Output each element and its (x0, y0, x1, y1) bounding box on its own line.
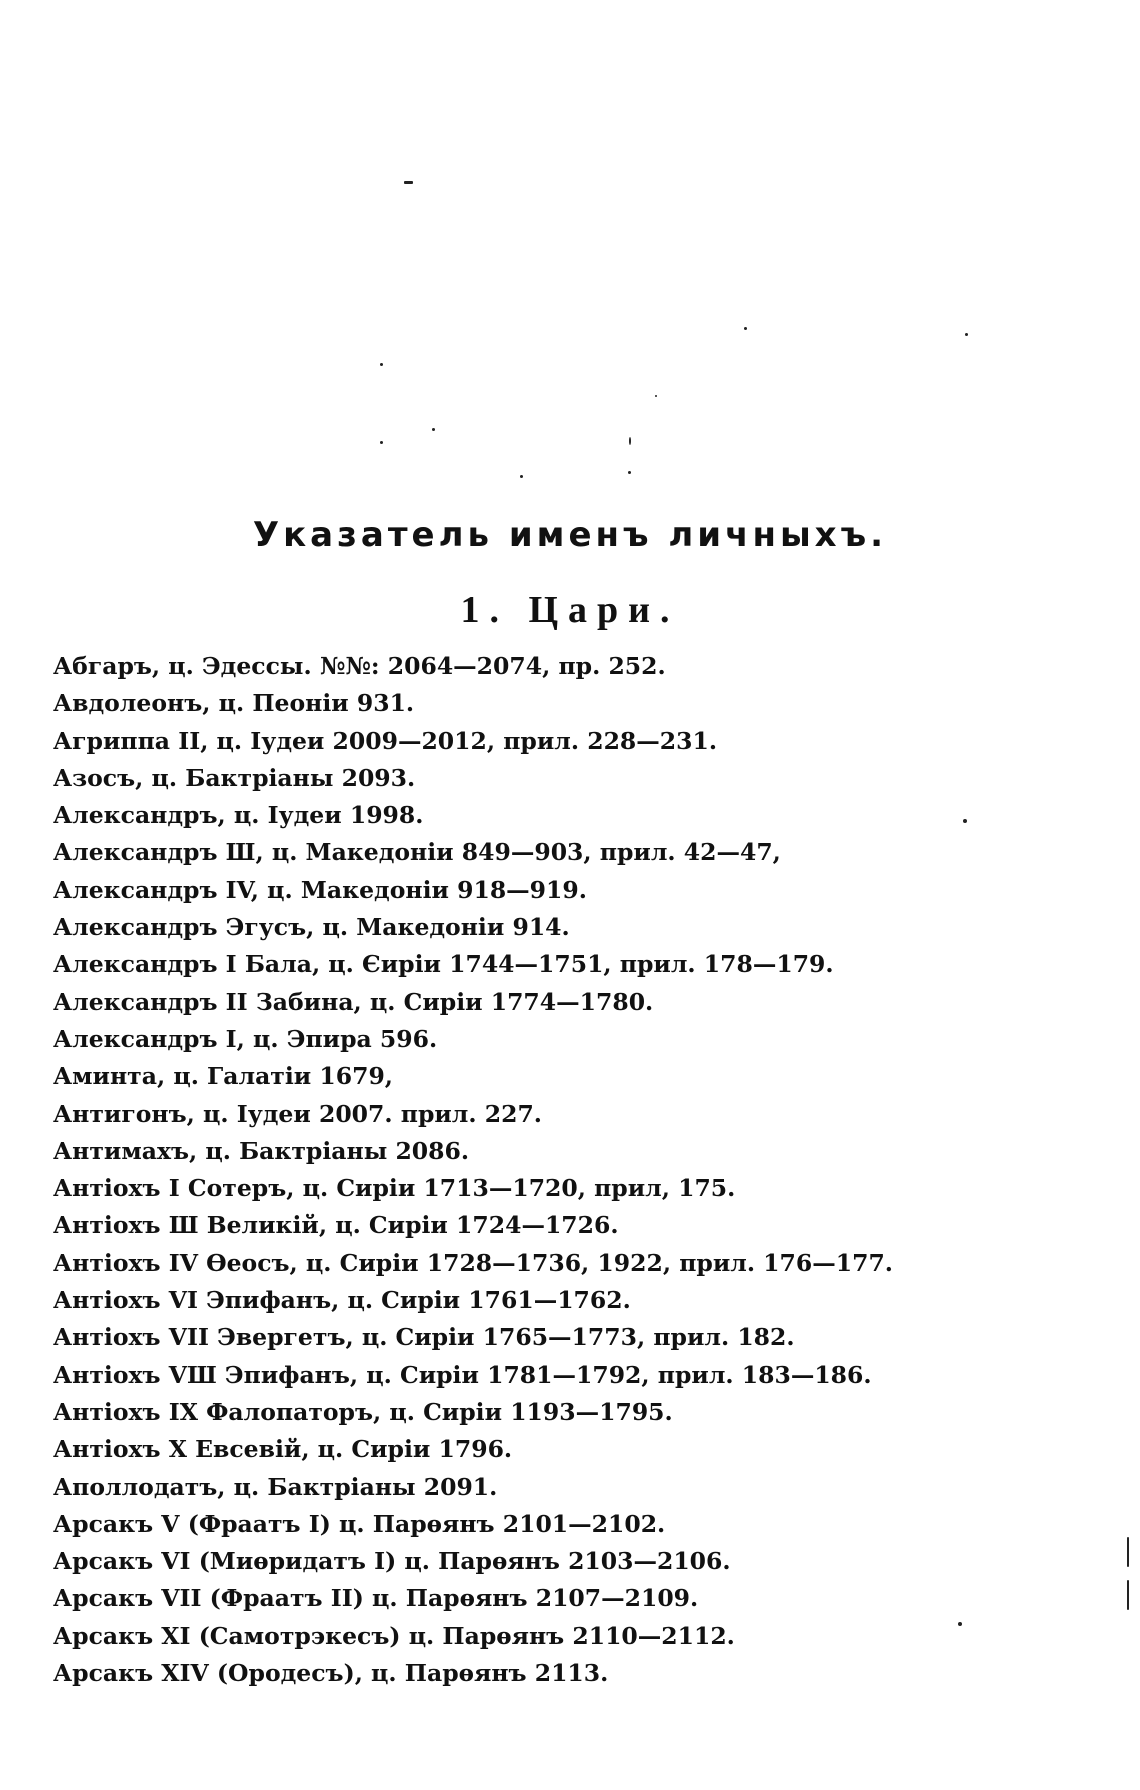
scan-speck (404, 181, 413, 184)
scan-speck (629, 437, 631, 445)
index-entry: Александръ Ш, ц. Македоніи 849—903, прил. 42—47, (53, 838, 781, 867)
scan-speck (965, 333, 968, 336)
index-entry: Авдолеонъ, ц. Пеоніи 931. (53, 689, 415, 718)
index-entry: Антіохъ IV Ѳеосъ, ц. Сиріи 1728—1736, 1922, прил. 176—177. (53, 1248, 893, 1277)
scan-speck (628, 471, 631, 474)
index-entry: Антигонъ, ц. Іудеи 2007. прил. 227. (53, 1099, 542, 1128)
index-entry: Антіохъ X Евсевій, ц. Сиріи 1796. (53, 1435, 513, 1464)
scan-speck (744, 327, 747, 330)
index-entry: Арсакъ XI (Самотрэкесъ) ц. Парѳянъ 2110—2112. (53, 1621, 735, 1650)
index-entry: Антіохъ Ш Великій, ц. Сиріи 1724—1726. (53, 1211, 619, 1240)
scan-speck (1127, 1537, 1129, 1567)
index-entry: Аполлодатъ, ц. Бактріаны 2091. (53, 1472, 498, 1501)
index-entry: Аминта, ц. Галатіи 1679, (53, 1062, 393, 1091)
scan-speck (380, 441, 383, 444)
index-title: Указатель именъ личныхъ. (252, 515, 888, 555)
scan-speck (1127, 1580, 1129, 1610)
index-entry: Арсакъ V (Фраатъ I) ц. Парѳянъ 2101—2102. (53, 1509, 666, 1538)
index-entries-list (53, 648, 1093, 1692)
index-entry: Александръ, ц. Іудеи 1998. (53, 801, 424, 830)
index-entry: Александръ II Забина, ц. Сиріи 1774—1780. (53, 987, 654, 1016)
index-entry: Антіохъ VI Эпифанъ, ц. Сиріи 1761—1762. (53, 1286, 631, 1315)
index-entry: Антіохъ VШ Эпифанъ, ц. Сиріи 1781—1792, прил. 183—186. (53, 1360, 872, 1389)
index-entry: Антіохъ VII Эвергетъ, ц. Сиріи 1765—1773, прил. 182. (53, 1323, 795, 1352)
index-entry: Абгаръ, ц. Эдессы. №№: 2064—2074, пр. 252. (53, 652, 666, 680)
index-entry: Антимахъ, ц. Бактріаны 2086. (53, 1136, 470, 1165)
index-entry: Арсакъ VII (Фраатъ II) ц. Парѳянъ 2107—2109. (53, 1584, 699, 1613)
section-title: 1. Цари. (460, 589, 680, 631)
index-entry: Антіохъ I Сотеръ, ц. Сиріи 1713—1720, прил, 175. (53, 1174, 736, 1203)
index-entry: Арсакъ VI (Миѳридатъ I) ц. Парѳянъ 2103—2106. (53, 1547, 731, 1576)
index-entry: Александръ Эгусъ, ц. Македоніи 914. (53, 913, 570, 942)
index-entry: Антіохъ IX Фалопаторъ, ц. Сиріи 1193—1795. (53, 1397, 673, 1426)
index-entry: Александръ IV, ц. Македоніи 918—919. (53, 875, 587, 904)
scan-speck (380, 363, 383, 366)
index-entry: Александръ I, ц. Эпира 596. (53, 1024, 438, 1053)
index-entry: Александръ I Бала, ц. Єиріи 1744—1751, прил. 178—179. (53, 950, 834, 979)
scan-speck (520, 475, 523, 478)
index-entry: Арсакъ XIV (Ородесъ), ц. Парѳянъ 2113. (53, 1659, 609, 1688)
index-entry: Агриппа II, ц. Іудеи 2009—2012, прил. 228—231. (53, 726, 718, 755)
scan-speck (655, 395, 657, 397)
scan-speck (432, 428, 435, 431)
index-entry: Азосъ, ц. Бактріаны 2093. (53, 763, 416, 792)
